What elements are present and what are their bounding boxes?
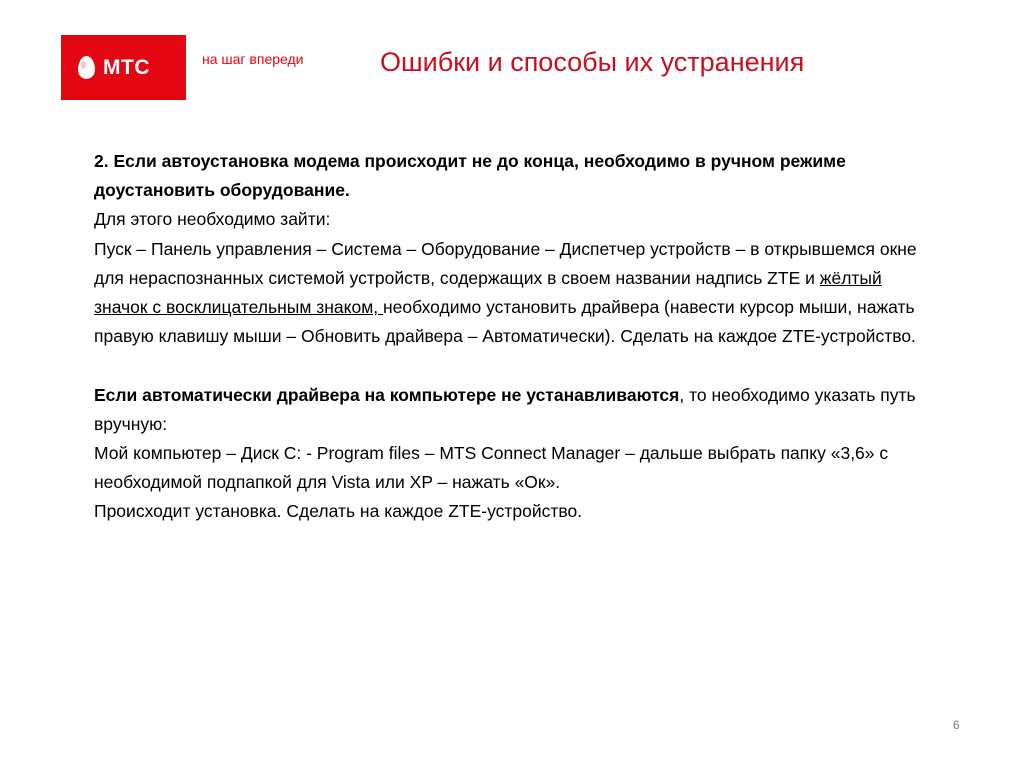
slogan: на шаг впереди — [202, 51, 304, 67]
path-text-end: необходимо установить драйвера (навести курсор мыши, нажать правую клавишу мыши – Обновить драйвера – Автоматически). Сделать на каждое ZTE-устройство. — [94, 297, 916, 347]
intro-text: Для этого необходимо зайти: — [94, 209, 331, 230]
slide-content — [94, 147, 934, 527]
device-manager-instructions — [94, 235, 934, 352]
manual-install-paragraph — [94, 381, 934, 439]
manual-path-text: Мой компьютер – Диск С: - Program files – MTS Connect Manager – дальше выбрать папку «3,6» с необходимой подпапкой для Vista или XP – нажать «Ок». — [94, 443, 889, 493]
spacer — [94, 351, 934, 380]
manual-install-rest: , то необходимо указать путь вручную: — [94, 384, 916, 434]
slide-title: Ошибки и способы их устранения — [380, 47, 805, 77]
final-text: Происходит установка. Сделать на каждое ZTE-устройство. — [94, 501, 583, 522]
mts-egg-icon — [78, 56, 95, 79]
path-text-start: Пуск – Панель управления – Система – Оборудование – Диспетчер устройств – в открывшемся окне для нераспознанных системой устройств, содержащих в своем названии надпись ZTE и — [94, 238, 917, 288]
page-number: 6 — [953, 718, 960, 732]
brand-name: МТС — [103, 55, 150, 79]
underlined-warning-text: жёлтый значок с восклицательным знаком, — [94, 267, 882, 318]
mts-logo — [61, 35, 186, 100]
manual-install-bold: Если автоматически драйвера на компьютере не устанавливаются — [94, 384, 680, 405]
section-heading: 2. Если автоустановка модема происходит не до конца, необходимо в ручном режиме доустановить оборудование. — [94, 151, 846, 201]
